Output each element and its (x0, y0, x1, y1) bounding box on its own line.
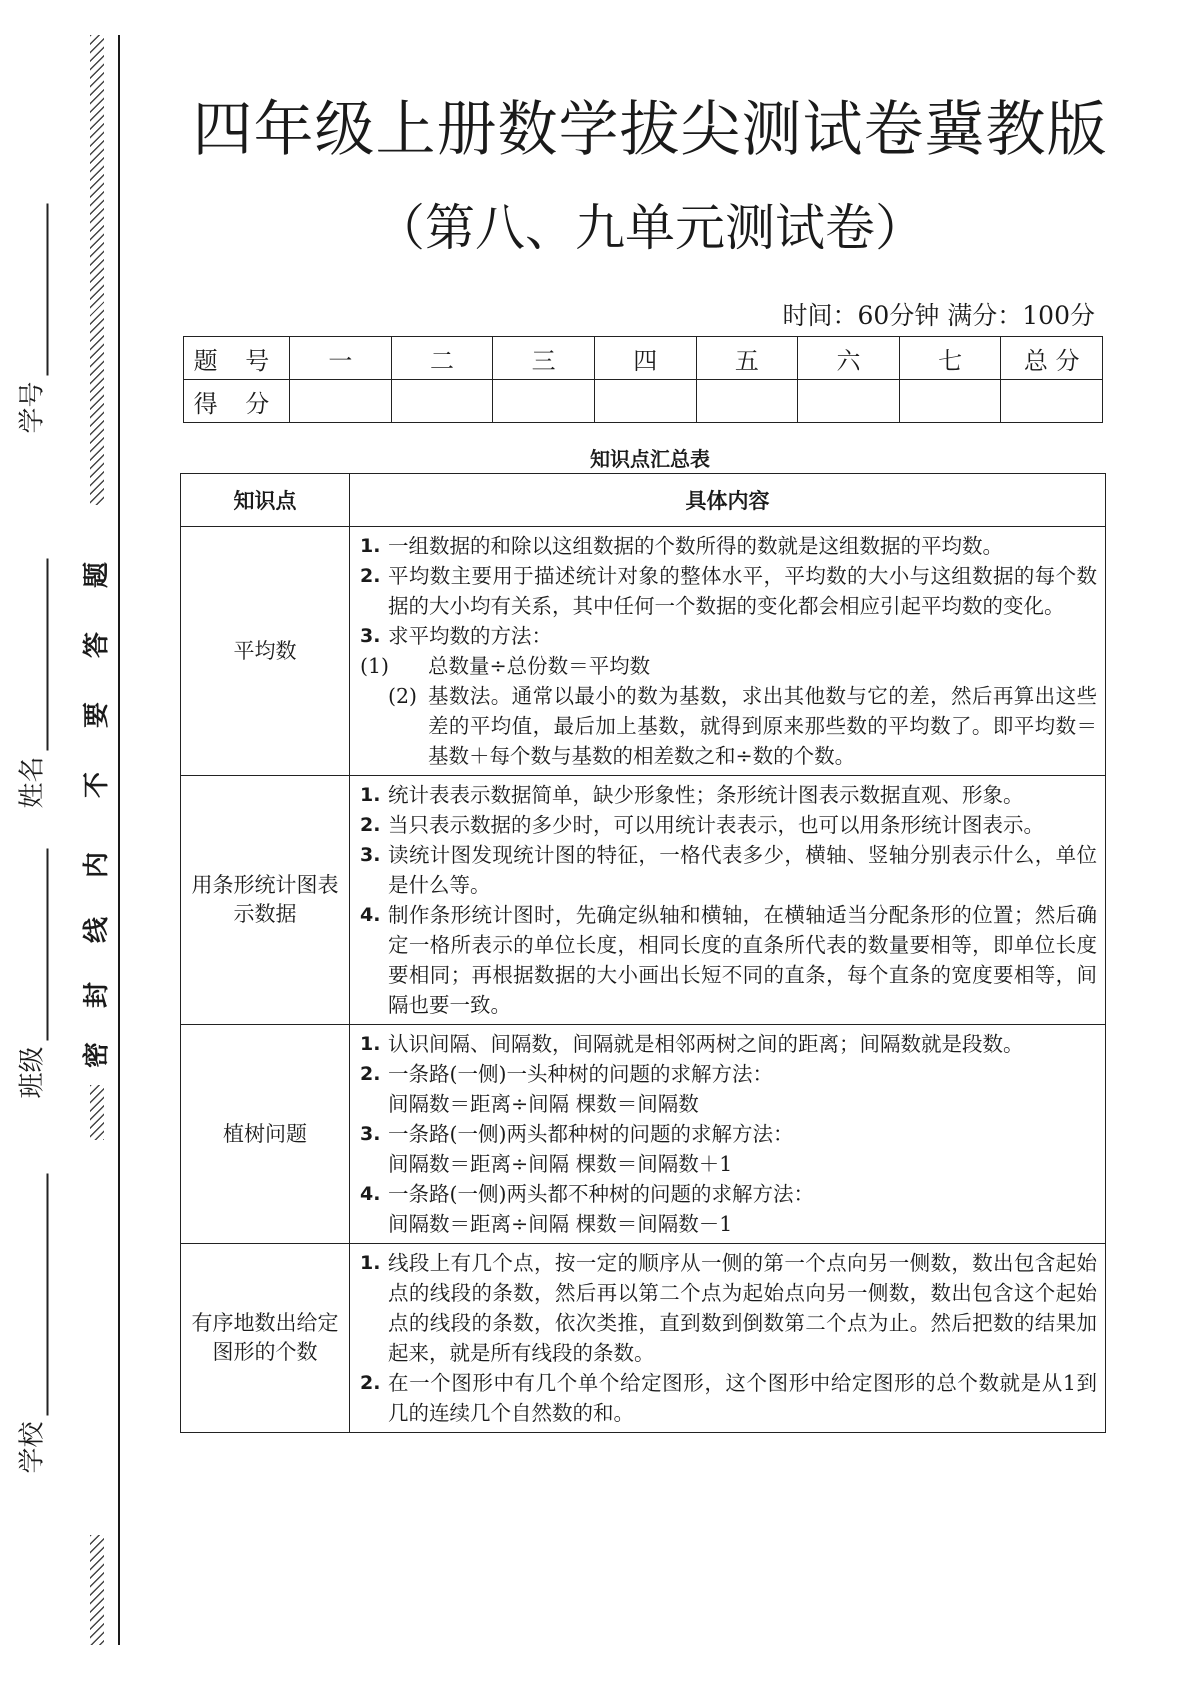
formula-line: 间隔数＝距离÷间隔 棵数＝间隔数＋1 (388, 1152, 733, 1176)
score-col-2: 二 (391, 337, 493, 380)
seal-char-ti: 题 (82, 562, 112, 589)
seal-char-nei: 内 (82, 852, 112, 879)
list-item: 1. 线段上有几个点，按一定的顺序从一侧的第一个点向另一侧数，数出包含起始点的线段的条数，然后再以第二个点为起始点向另一侧数，数出包含这个起始点的线段的条数，依次类推，直到数到倒数第二个点为止。然后把数的结果加起来，就是所有线段的条数。 (360, 1251, 1097, 1365)
list-item: 4. 一条路(一侧)两头都不种树的问题的求解方法： (360, 1182, 814, 1206)
student-id-line[interactable] (19, 204, 49, 376)
student-name-label: 姓名 (17, 756, 48, 809)
summary-row-average (181, 527, 1106, 776)
binding-hatch-middle (90, 1085, 104, 1140)
score-col-4: 四 (594, 337, 696, 380)
binding-margin (0, 0, 130, 1682)
student-name-field[interactable] (12, 559, 49, 809)
knowledge-summary-table (180, 473, 1106, 1433)
sub-item: (1) 总数量÷总份数＝平均数 (360, 654, 651, 678)
list-item: 2. 平均数主要用于描述统计对象的整体水平，平均数的大小与这组数据的每个数据的大小均有关系，其中任何一个数据的变化都会相应引起平均数的变化。 (360, 564, 1097, 618)
score-table-header-row (184, 337, 1103, 380)
class-label: 班级 (17, 1046, 48, 1099)
score-label: 得 分 (184, 380, 290, 423)
score-col-1: 一 (290, 337, 392, 380)
list-item: 2. 在一个图形中有几个单个给定图形，这个图形中给定图形的总个数就是从1到几的连续几个自然数的和。 (360, 1371, 1097, 1425)
score-cell-1[interactable] (290, 380, 392, 423)
score-cell-6[interactable] (798, 380, 900, 423)
seal-char-mi: 密 (82, 1042, 112, 1069)
seal-char-feng: 封 (82, 982, 112, 1009)
content-counting-shapes (350, 1244, 1106, 1433)
score-table-score-row (184, 380, 1103, 423)
score-cell-7[interactable] (899, 380, 1001, 423)
score-table (183, 336, 1103, 423)
list-item: 3. 读统计图发现统计图的特征，一格代表多少，横轴、竖轴分别表示什么，单位是什么等。 (360, 843, 1097, 897)
seal-char-da: 答 (82, 632, 112, 659)
list-item: 3. 求平均数的方法： (360, 624, 552, 648)
student-id-field[interactable] (12, 204, 49, 434)
page-subtitle: （第八、九单元测试卷） (375, 199, 925, 257)
school-label: 学校 (17, 1421, 48, 1474)
summary-table-caption: 知识点汇总表 (590, 447, 710, 471)
content-tree-planting (350, 1025, 1106, 1244)
summary-row-counting-shapes (181, 1244, 1106, 1433)
list-item: 4. 制作条形统计图时，先确定纵轴和横轴，在横轴适当分配条形的位置；然后确定一格所表示的单位长度，相同长度的直条所代表的数量要相等，即单位长度要相同；再根据数据的大小画出长短不同的直条，每个直条的宽度要相等，间隔也要一致。 (360, 903, 1097, 1017)
content-average (350, 527, 1106, 776)
formula-line: 间隔数＝距离÷间隔 棵数＝间隔数－1 (388, 1212, 733, 1236)
binding-hatch-bottom (90, 1535, 104, 1645)
list-item: 1. 统计表表示数据简单，缺少形象性；条形统计图表示数据直观、形象。 (360, 783, 1024, 807)
score-col-3: 三 (493, 337, 595, 380)
binding-hatch-top (90, 35, 104, 505)
summary-row-bar-chart (181, 776, 1106, 1025)
col-header-topic: 知识点 (181, 474, 350, 527)
school-field[interactable] (12, 1174, 49, 1474)
score-cell-3[interactable] (493, 380, 595, 423)
score-cell-total[interactable] (1001, 380, 1103, 423)
seal-char-yao: 要 (82, 702, 112, 729)
content-bar-chart (350, 776, 1106, 1025)
student-name-line[interactable] (19, 559, 49, 751)
seal-char-bu: 不 (82, 772, 112, 799)
topic-counting-shapes: 有序地数出给定图形的个数 (181, 1244, 350, 1433)
summary-row-tree-planting (181, 1025, 1106, 1244)
topic-bar-chart: 用条形统计图表示数据 (181, 776, 350, 1025)
list-item: 1. 一组数据的和除以这组数据的个数所得的数就是这组数据的平均数。 (360, 534, 1003, 558)
class-line[interactable] (19, 849, 49, 1041)
page-title: 四年级上册数学拔尖测试卷冀教版 (192, 95, 1108, 165)
score-cell-5[interactable] (696, 380, 798, 423)
score-col-7: 七 (899, 337, 1001, 380)
class-field[interactable] (12, 849, 49, 1099)
sub-item: (2) 基数法。通常以最小的数为基数，求出其他数与它的差，然后再算出这些差的平均值，最后加上基数，就得到原来那些数的平均数了。即平均数＝基数＋每个数与基数的相差数之和÷数的个数。 (388, 684, 1097, 768)
list-item: 2. 一条路(一侧)一头种树的问题的求解方法： (360, 1062, 773, 1086)
formula-line: 间隔数＝距离÷间隔 棵数＝间隔数 (388, 1092, 699, 1116)
score-col-5: 五 (696, 337, 798, 380)
exam-time-score-info: 时间：60分钟 满分：100分 (782, 301, 1095, 330)
score-col-total: 总 分 (1001, 337, 1103, 380)
topic-average: 平均数 (181, 527, 350, 776)
score-col-6: 六 (798, 337, 900, 380)
school-line[interactable] (19, 1174, 49, 1416)
list-item: 2. 当只表示数据的多少时，可以用统计表表示，也可以用条形统计图表示。 (360, 813, 1044, 837)
topic-tree-planting: 植树问题 (181, 1025, 350, 1244)
list-item: 3. 一条路(一侧)两头都种树的问题的求解方法： (360, 1122, 794, 1146)
question-number-label: 题 号 (184, 337, 290, 380)
binding-line (118, 35, 120, 1645)
summary-header-row (181, 474, 1106, 527)
list-item: 1. 认识间隔、间隔数，间隔就是相邻两树之间的距离；间隔数就是段数。 (360, 1032, 1024, 1056)
col-header-content: 具体内容 (350, 474, 1106, 527)
student-id-label: 学号 (17, 381, 48, 434)
seal-char-xian: 线 (82, 917, 112, 944)
score-cell-4[interactable] (594, 380, 696, 423)
score-cell-2[interactable] (391, 380, 493, 423)
